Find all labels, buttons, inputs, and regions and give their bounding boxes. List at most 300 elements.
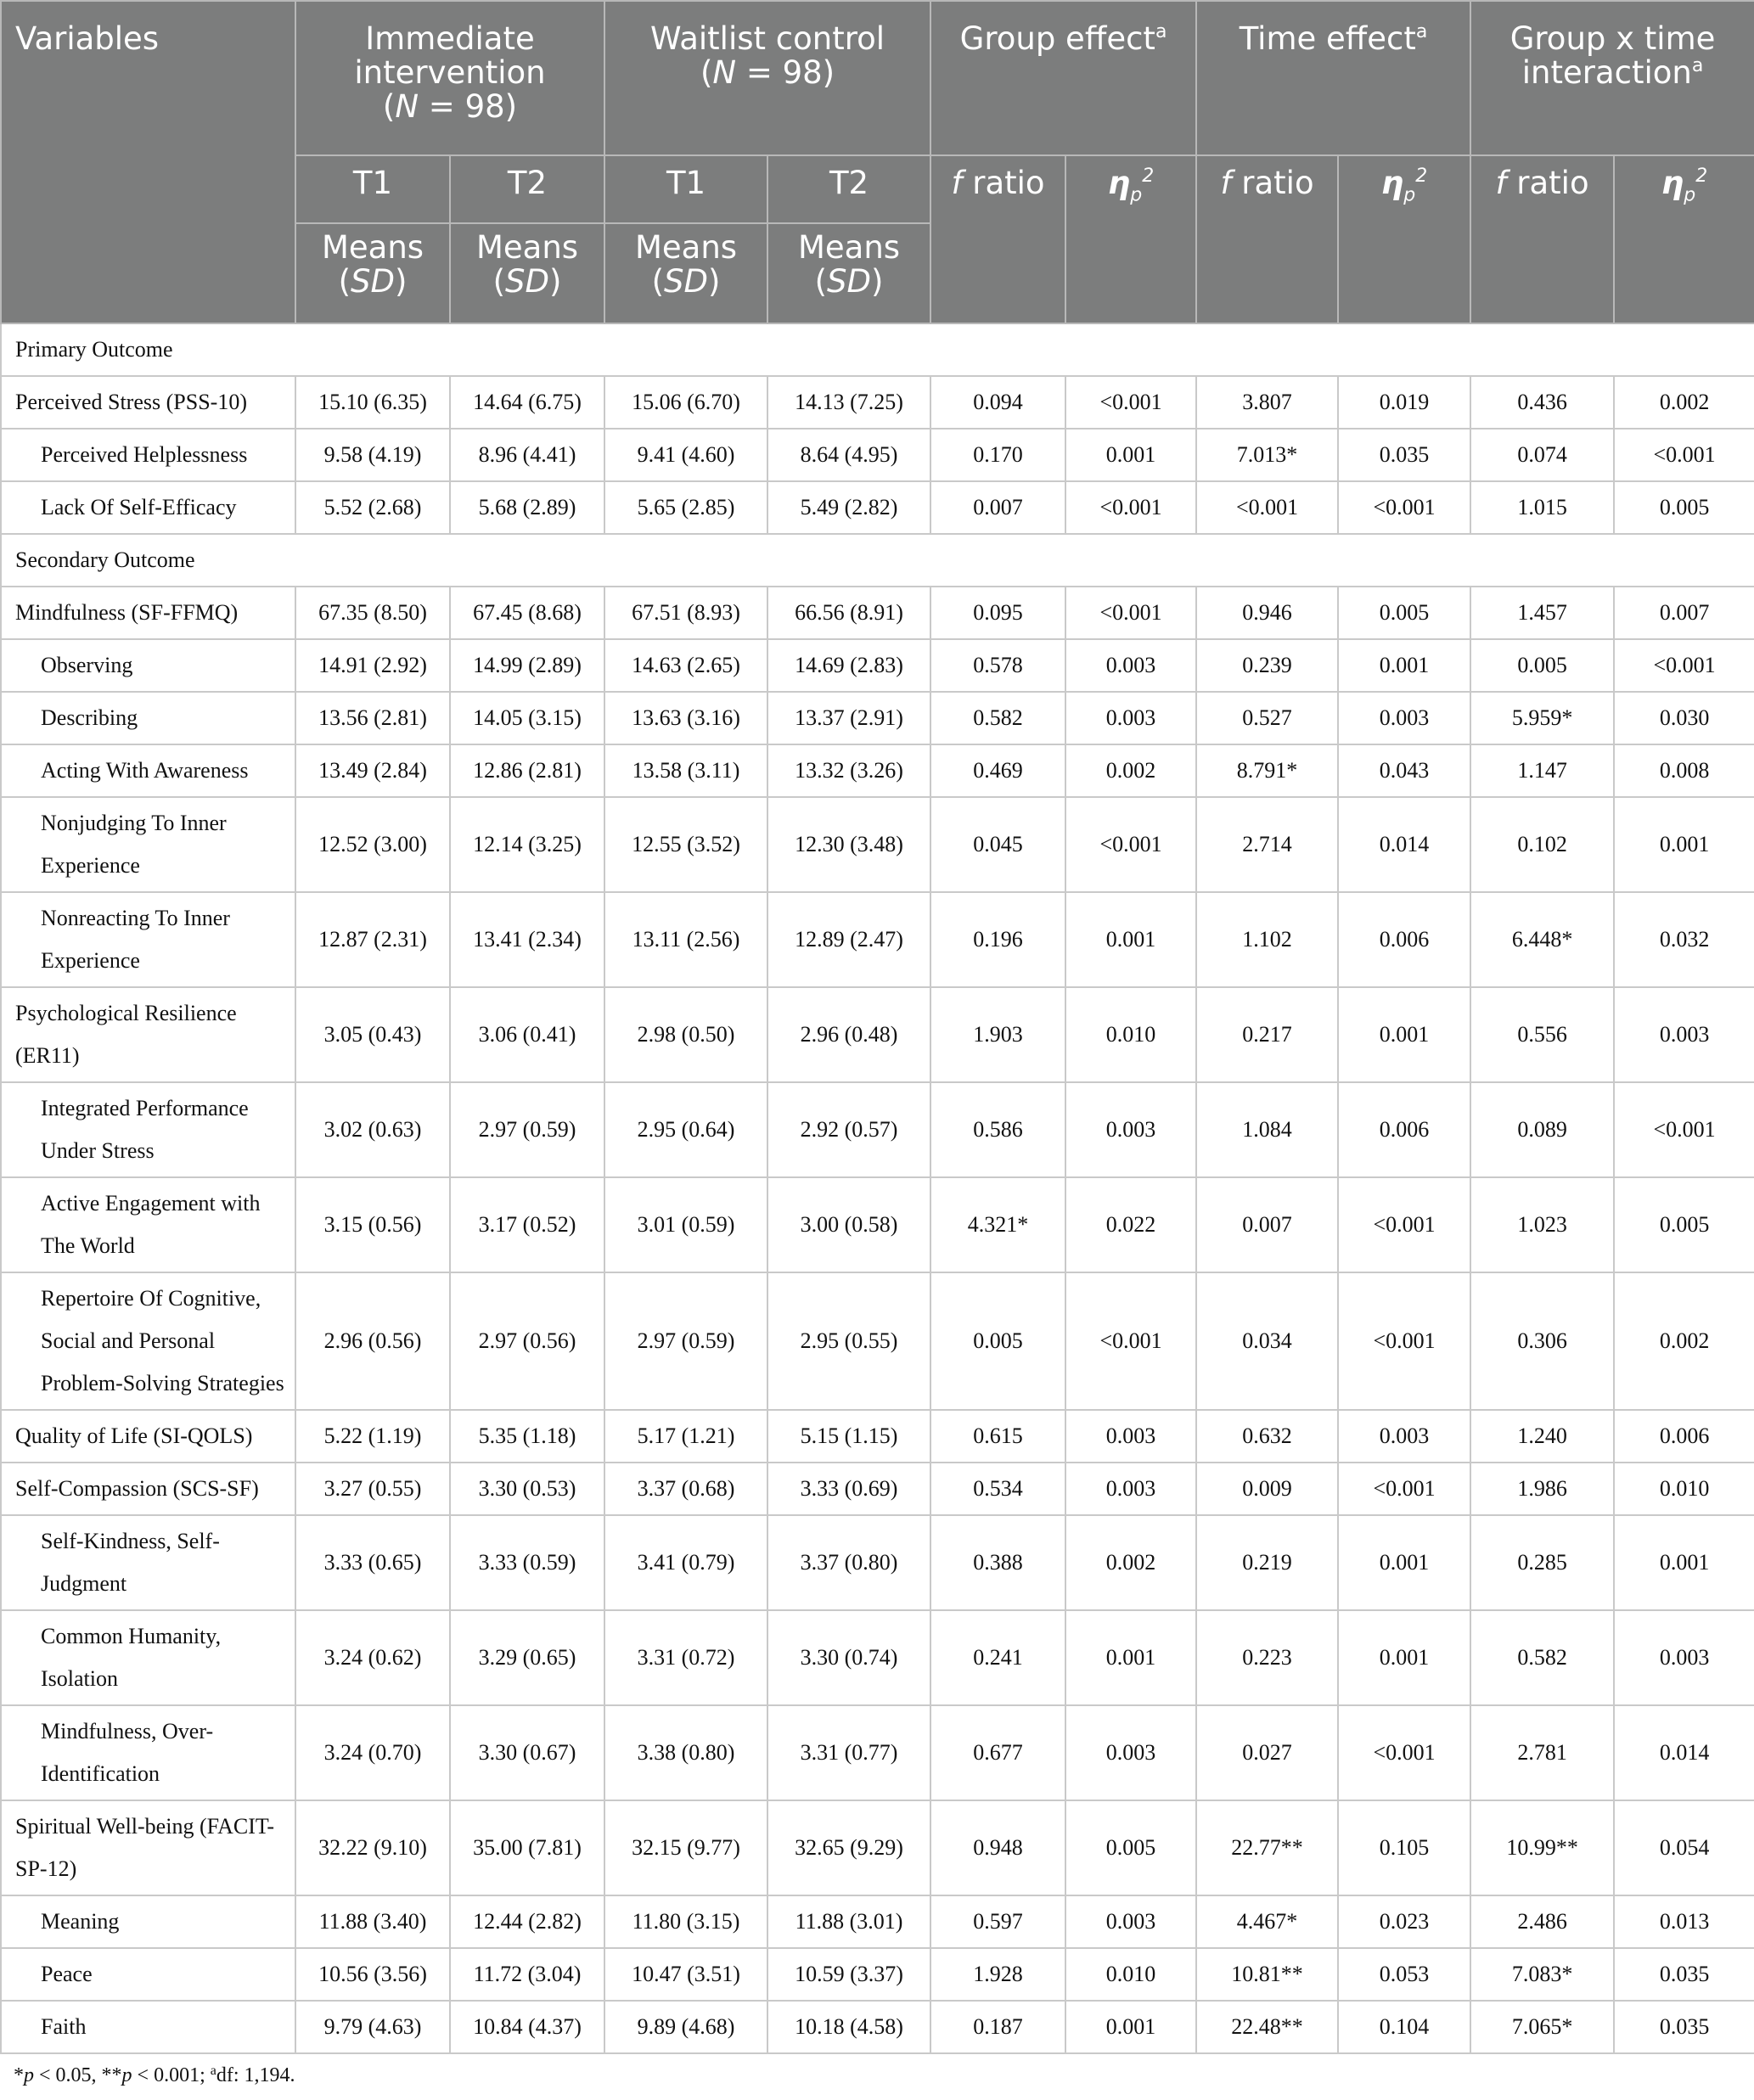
table-cell: 0.010 [1065, 987, 1196, 1082]
table-cell: 0.094 [930, 376, 1065, 429]
table-cell: 3.33 (0.65) [295, 1515, 450, 1610]
footnote-text-2: < 0.001; [132, 2064, 211, 2086]
header-waitlist-control [604, 1, 930, 155]
table-row [1, 1410, 1754, 1463]
table-row [1, 1705, 1754, 1800]
table-cell: 0.005 [1065, 1800, 1196, 1895]
header-interaction-f-ratio [1470, 155, 1614, 323]
variable-label: Describing [1, 692, 295, 744]
table-cell: 13.58 (3.11) [604, 744, 767, 797]
header-means-sd: Means (SD) [604, 223, 767, 323]
table-cell: 3.06 (0.41) [450, 987, 604, 1082]
table-cell: 13.37 (2.91) [767, 692, 930, 744]
f-symbol: f [1220, 165, 1232, 201]
table-cell: 15.10 (6.35) [295, 376, 450, 429]
table-cell: 13.11 (2.56) [604, 892, 767, 987]
table-cell: 0.306 [1470, 1272, 1614, 1410]
table-cell: 1.457 [1470, 587, 1614, 639]
table-row [1, 1948, 1754, 2001]
table-cell: <0.001 [1065, 797, 1196, 892]
table-cell: 10.84 (4.37) [450, 2001, 604, 2053]
section-label: Primary Outcome [1, 323, 1754, 376]
table-cell: 10.56 (3.56) [295, 1948, 450, 2001]
header-variables: Variables [1, 1, 295, 323]
table-cell: <0.001 [1338, 481, 1470, 534]
f-symbol: f [1495, 165, 1507, 201]
header-t1-immediate: T1 [295, 155, 450, 223]
footnote-p: p [24, 2064, 34, 2086]
table-cell: 32.22 (9.10) [295, 1800, 450, 1895]
table-cell: 0.013 [1614, 1895, 1754, 1948]
table-cell: 3.38 (0.80) [604, 1705, 767, 1800]
table-cell: 0.597 [930, 1895, 1065, 1948]
header-time-effect [1196, 1, 1470, 155]
variable-label: Integrated Performance Under Stress [1, 1082, 295, 1177]
table-cell: 32.65 (9.29) [767, 1800, 930, 1895]
sd-label: SD [505, 263, 549, 300]
table-cell: 4.467* [1196, 1895, 1338, 1948]
table-cell: 0.010 [1614, 1463, 1754, 1515]
ratio-label: ratio [1506, 165, 1589, 201]
table-cell: 0.239 [1196, 639, 1338, 692]
table-cell: 5.35 (1.18) [450, 1410, 604, 1463]
table-cell: 13.41 (2.34) [450, 892, 604, 987]
table-cell: <0.001 [1065, 1272, 1196, 1410]
table-cell: 0.005 [1614, 481, 1754, 534]
table-cell: 2.95 (0.64) [604, 1082, 767, 1177]
table-header [1, 1, 1754, 323]
header-means-sd: Means (SD) [295, 223, 450, 323]
table-cell: 0.030 [1614, 692, 1754, 744]
table-cell: 2.714 [1196, 797, 1338, 892]
eta-sup: 2 [1142, 166, 1155, 187]
table-cell: 2.95 (0.55) [767, 1272, 930, 1410]
table-cell: 12.55 (3.52) [604, 797, 767, 892]
table-cell: 5.22 (1.19) [295, 1410, 450, 1463]
eta-symbol: η [1107, 165, 1131, 201]
table-cell: 14.91 (2.92) [295, 639, 450, 692]
header-group-effect-sup: a [1155, 21, 1167, 42]
header-immediate-n-prefix: ( [382, 88, 396, 125]
table-cell: 0.005 [1470, 639, 1614, 692]
table-cell: 0.285 [1470, 1515, 1614, 1610]
table-cell: 0.002 [1614, 1272, 1754, 1410]
footnote-text-1: < 0.05, ** [34, 2064, 122, 2086]
table-cell: 0.035 [1614, 1948, 1754, 2001]
table-cell: 3.00 (0.58) [767, 1177, 930, 1272]
table-cell: 14.63 (2.65) [604, 639, 767, 692]
table-cell: 0.217 [1196, 987, 1338, 1082]
table-cell: 3.29 (0.65) [450, 1610, 604, 1705]
table-cell: 3.24 (0.62) [295, 1610, 450, 1705]
table-cell: 22.48** [1196, 2001, 1338, 2053]
table-cell: <0.001 [1338, 1705, 1470, 1800]
table-cell: 0.022 [1065, 1177, 1196, 1272]
table-cell: 13.49 (2.84) [295, 744, 450, 797]
table-cell: 0.001 [1614, 1515, 1754, 1610]
footnote-sup: a [210, 2064, 216, 2078]
table-row [1, 1610, 1754, 1705]
table-cell: 0.089 [1470, 1082, 1614, 1177]
table-cell: 5.52 (2.68) [295, 481, 450, 534]
table-cell: 3.27 (0.55) [295, 1463, 450, 1515]
header-interaction-eta [1614, 155, 1754, 323]
header-time-effect-sup: a [1415, 21, 1428, 42]
table-cell: 0.170 [930, 429, 1065, 481]
table-cell: 0.035 [1614, 2001, 1754, 2053]
variable-label: Meaning [1, 1895, 295, 1948]
table-cell: 0.003 [1065, 1082, 1196, 1177]
header-group-effect [930, 1, 1196, 155]
header-immediate-intervention [295, 1, 604, 155]
table-cell: 67.35 (8.50) [295, 587, 450, 639]
variable-label: Nonreacting To Inner Experience [1, 892, 295, 987]
table-cell: 10.81** [1196, 1948, 1338, 2001]
table-cell: 0.582 [930, 692, 1065, 744]
table-cell: 0.043 [1338, 744, 1470, 797]
table-cell: 0.006 [1338, 892, 1470, 987]
table-cell: 0.003 [1065, 1895, 1196, 1948]
table-cell: 10.99** [1470, 1800, 1614, 1895]
table-row [1, 376, 1754, 429]
table-cell: 0.001 [1065, 892, 1196, 987]
variable-label: Repertoire Of Cognitive, Social and Personal Problem-Solving Strategies [1, 1272, 295, 1410]
table-cell: 66.56 (8.91) [767, 587, 930, 639]
table-cell: 0.014 [1338, 797, 1470, 892]
table-cell: 0.009 [1196, 1463, 1338, 1515]
table-cell: 0.003 [1065, 1463, 1196, 1515]
variable-label: Active Engagement with The World [1, 1177, 295, 1272]
table-cell: <0.001 [1065, 481, 1196, 534]
means-label: Means [321, 229, 424, 266]
footnote-p: p [121, 2064, 132, 2086]
table-row [1, 744, 1754, 797]
table-cell: 0.003 [1614, 1610, 1754, 1705]
table-cell: 0.001 [1338, 639, 1470, 692]
header-immediate-n-var: N [395, 88, 419, 125]
table-cell: 3.33 (0.69) [767, 1463, 930, 1515]
eta-sup: 2 [1695, 166, 1708, 187]
table-cell: <0.001 [1338, 1272, 1470, 1410]
table-cell: 0.948 [930, 1800, 1065, 1895]
table-cell: 0.001 [1614, 797, 1754, 892]
table-cell: 0.005 [1614, 1177, 1754, 1272]
table-row [1, 2001, 1754, 2053]
table-cell: 2.92 (0.57) [767, 1082, 930, 1177]
table-body [1, 323, 1754, 2053]
table-cell: 7.013* [1196, 429, 1338, 481]
table-row [1, 481, 1754, 534]
section-row [1, 323, 1754, 376]
variable-label: Nonjudging To Inner Experience [1, 797, 295, 892]
variable-label: Peace [1, 1948, 295, 2001]
table-cell: <0.001 [1614, 1082, 1754, 1177]
table-cell: 0.003 [1065, 639, 1196, 692]
table-cell: 0.007 [930, 481, 1065, 534]
table-cell: 0.005 [930, 1272, 1065, 1410]
table-cell: 0.095 [930, 587, 1065, 639]
header-means-sd: Means (SD) [450, 223, 604, 323]
variable-label: Quality of Life (SI-QOLS) [1, 1410, 295, 1463]
table-cell: 8.64 (4.95) [767, 429, 930, 481]
table-row [1, 892, 1754, 987]
variable-label: Self-Kindness, Self-Judgment [1, 1515, 295, 1610]
eta-sub: p [1684, 184, 1696, 206]
table-cell: 0.045 [930, 797, 1065, 892]
variable-label: Perceived Helplessness [1, 429, 295, 481]
table-cell: 0.001 [1065, 429, 1196, 481]
table-cell: 2.486 [1470, 1895, 1614, 1948]
table-cell: 1.015 [1470, 481, 1614, 534]
table-cell: 3.15 (0.56) [295, 1177, 450, 1272]
header-waitlist-line1: Waitlist control [650, 20, 885, 57]
header-waitlist-n-var: N [712, 54, 737, 91]
table-cell: <0.001 [1065, 376, 1196, 429]
table-cell: 9.58 (4.19) [295, 429, 450, 481]
table-cell: 22.77** [1196, 1800, 1338, 1895]
table-cell: <0.001 [1065, 587, 1196, 639]
table-cell: 0.102 [1470, 797, 1614, 892]
table-cell: 3.30 (0.74) [767, 1610, 930, 1705]
table-cell: 1.102 [1196, 892, 1338, 987]
table-cell: 0.003 [1065, 1705, 1196, 1800]
table-row [1, 1800, 1754, 1895]
header-immediate-n-suffix: = 98) [419, 88, 518, 125]
table-cell: 13.63 (3.16) [604, 692, 767, 744]
sd-label: SD [351, 263, 395, 300]
table-cell: 67.51 (8.93) [604, 587, 767, 639]
table-footnote [14, 2064, 295, 2087]
table-row [1, 1177, 1754, 1272]
means-label: Means [475, 229, 579, 266]
table-cell: 0.007 [1196, 1177, 1338, 1272]
table-cell: 0.019 [1338, 376, 1470, 429]
table-cell: 14.05 (3.15) [450, 692, 604, 744]
header-t1-waitlist: T1 [604, 155, 767, 223]
table-cell: 5.15 (1.15) [767, 1410, 930, 1463]
table-cell: 12.52 (3.00) [295, 797, 450, 892]
variable-label: Spiritual Well-being (FACIT-SP-12) [1, 1800, 295, 1895]
table-cell: 3.41 (0.79) [604, 1515, 767, 1610]
table-cell: 0.054 [1614, 1800, 1754, 1895]
header-t2-immediate: T2 [450, 155, 604, 223]
table-cell: 0.003 [1338, 1410, 1470, 1463]
table-cell: 1.084 [1196, 1082, 1338, 1177]
table-cell: 0.001 [1338, 1515, 1470, 1610]
table-cell: 1.928 [930, 1948, 1065, 2001]
table-cell: 3.33 (0.59) [450, 1515, 604, 1610]
table-cell: <0.001 [1196, 481, 1338, 534]
table-cell: 0.105 [1338, 1800, 1470, 1895]
eta-sub: p [1403, 184, 1416, 206]
variable-label: Perceived Stress (PSS-10) [1, 376, 295, 429]
table-cell: 7.083* [1470, 1948, 1614, 2001]
table-cell: 4.321* [930, 1177, 1065, 1272]
table-cell: 0.002 [1065, 1515, 1196, 1610]
table-cell: 6.448* [1470, 892, 1614, 987]
table-cell: 0.946 [1196, 587, 1338, 639]
table-cell: 1.147 [1470, 744, 1614, 797]
footnote-text-3: df: 1,194. [216, 2064, 295, 2086]
table-cell: 1.903 [930, 987, 1065, 1082]
table-row [1, 639, 1754, 692]
table-cell: 0.003 [1065, 1410, 1196, 1463]
table-cell: 0.196 [930, 892, 1065, 987]
table-cell: 9.79 (4.63) [295, 2001, 450, 2053]
table-cell: 14.13 (7.25) [767, 376, 930, 429]
table-cell: 0.219 [1196, 1515, 1338, 1610]
table-cell: 2.97 (0.59) [450, 1082, 604, 1177]
table-cell: <0.001 [1614, 639, 1754, 692]
table-cell: 0.582 [1470, 1610, 1614, 1705]
table-cell: 0.241 [930, 1610, 1065, 1705]
table-cell: 2.97 (0.59) [604, 1272, 767, 1410]
variable-label: Psychological Resilience (ER11) [1, 987, 295, 1082]
table-cell: 0.001 [1065, 1610, 1196, 1705]
table-cell: 11.80 (3.15) [604, 1895, 767, 1948]
f-symbol: f [951, 165, 963, 201]
table-cell: 10.47 (3.51) [604, 1948, 767, 2001]
table-cell: 0.556 [1470, 987, 1614, 1082]
table-cell: 0.006 [1338, 1082, 1470, 1177]
table-cell: 32.15 (9.77) [604, 1800, 767, 1895]
table-row [1, 429, 1754, 481]
table-cell: 5.17 (1.21) [604, 1410, 767, 1463]
table-cell: <0.001 [1338, 1177, 1470, 1272]
table-cell: 12.14 (3.25) [450, 797, 604, 892]
table-row [1, 1272, 1754, 1410]
table-cell: 12.86 (2.81) [450, 744, 604, 797]
table-cell: 3.31 (0.77) [767, 1705, 930, 1800]
variable-label: Lack Of Self-Efficacy [1, 481, 295, 534]
table-cell: 7.065* [1470, 2001, 1614, 2053]
table-cell: 0.578 [930, 639, 1065, 692]
means-label: Means [797, 229, 901, 266]
sd-label: SD [664, 263, 708, 300]
header-interaction-line1: Group x time [1509, 20, 1716, 57]
table-cell: 11.88 (3.40) [295, 1895, 450, 1948]
table-row [1, 587, 1754, 639]
table-cell: 0.003 [1614, 987, 1754, 1082]
table-row [1, 1082, 1754, 1177]
table-cell: 0.586 [930, 1082, 1065, 1177]
eta-symbol: η [1380, 165, 1404, 201]
table-cell: 0.223 [1196, 1610, 1338, 1705]
table-cell: 0.035 [1338, 429, 1470, 481]
header-group-eta [1065, 155, 1196, 323]
table-cell: 0.034 [1196, 1272, 1338, 1410]
table-cell: 10.18 (4.58) [767, 2001, 930, 2053]
table-cell: 11.72 (3.04) [450, 1948, 604, 2001]
table-cell: 5.49 (2.82) [767, 481, 930, 534]
table-cell: 0.388 [930, 1515, 1065, 1610]
table-cell: 3.30 (0.53) [450, 1463, 604, 1515]
table-cell: 0.023 [1338, 1895, 1470, 1948]
header-waitlist-n-prefix: ( [700, 54, 713, 91]
table-row [1, 692, 1754, 744]
table-cell: 5.959* [1470, 692, 1614, 744]
table-cell: 0.014 [1614, 1705, 1754, 1800]
table-cell: 15.06 (6.70) [604, 376, 767, 429]
table-cell: 3.807 [1196, 376, 1338, 429]
table-cell: 3.37 (0.80) [767, 1515, 930, 1610]
table-cell: 12.44 (2.82) [450, 1895, 604, 1948]
means-label: Means [634, 229, 738, 266]
eta-symbol: η [1661, 165, 1684, 201]
table-cell: 3.24 (0.70) [295, 1705, 450, 1800]
table-cell: 3.01 (0.59) [604, 1177, 767, 1272]
variable-label: Mindfulness (SF-FFMQ) [1, 587, 295, 639]
table-row [1, 1463, 1754, 1515]
table-row [1, 987, 1754, 1082]
table-cell: 0.006 [1614, 1410, 1754, 1463]
table-cell: 9.41 (4.60) [604, 429, 767, 481]
table-cell: 0.007 [1614, 587, 1754, 639]
table-cell: 0.677 [930, 1705, 1065, 1800]
table-cell: 0.527 [1196, 692, 1338, 744]
table-cell: 0.005 [1338, 587, 1470, 639]
table-cell: 0.003 [1065, 692, 1196, 744]
table-cell: 3.30 (0.67) [450, 1705, 604, 1800]
header-immediate-line1: Immediate [365, 20, 535, 57]
variable-label: Acting With Awareness [1, 744, 295, 797]
variable-label: Mindfulness, Over-Identification [1, 1705, 295, 1800]
table-cell: 0.001 [1338, 987, 1470, 1082]
table-cell: 5.65 (2.85) [604, 481, 767, 534]
table-cell: 13.32 (3.26) [767, 744, 930, 797]
section-row [1, 534, 1754, 587]
table-cell: <0.001 [1614, 429, 1754, 481]
table-cell: 3.02 (0.63) [295, 1082, 450, 1177]
table-cell: 3.05 (0.43) [295, 987, 450, 1082]
variable-label: Faith [1, 2001, 295, 2053]
ratio-label: ratio [962, 165, 1045, 201]
table-cell: 0.002 [1614, 376, 1754, 429]
table-cell: 0.534 [930, 1463, 1065, 1515]
header-interaction [1470, 1, 1754, 155]
table-cell: 0.010 [1065, 1948, 1196, 2001]
table-cell: 1.023 [1470, 1177, 1614, 1272]
table-cell: 0.469 [930, 744, 1065, 797]
table-cell: 3.37 (0.68) [604, 1463, 767, 1515]
table-cell: 0.632 [1196, 1410, 1338, 1463]
table-cell: 10.59 (3.37) [767, 1948, 930, 2001]
table-cell: 0.032 [1614, 892, 1754, 987]
table-cell: 9.89 (4.68) [604, 2001, 767, 2053]
table-cell: 0.615 [930, 1410, 1065, 1463]
footnote-star: * [14, 2064, 24, 2086]
table-cell: 2.781 [1470, 1705, 1614, 1800]
sd-label: SD [827, 263, 872, 300]
variable-label: Observing [1, 639, 295, 692]
header-time-f-ratio [1196, 155, 1338, 323]
table-cell: 3.17 (0.52) [450, 1177, 604, 1272]
table-cell: 8.96 (4.41) [450, 429, 604, 481]
table-cell: 35.00 (7.81) [450, 1800, 604, 1895]
table-cell: 14.99 (2.89) [450, 639, 604, 692]
table-cell: 2.98 (0.50) [604, 987, 767, 1082]
table-row [1, 797, 1754, 892]
table-cell: 0.003 [1338, 692, 1470, 744]
table-cell: 5.68 (2.89) [450, 481, 604, 534]
table-cell: 14.64 (6.75) [450, 376, 604, 429]
table-cell: 0.187 [930, 2001, 1065, 2053]
table-cell: 8.791* [1196, 744, 1338, 797]
header-t2-waitlist: T2 [767, 155, 930, 223]
table-cell: 2.96 (0.48) [767, 987, 930, 1082]
header-time-effect-label: Time effect [1239, 20, 1416, 57]
section-label: Secondary Outcome [1, 534, 1754, 587]
